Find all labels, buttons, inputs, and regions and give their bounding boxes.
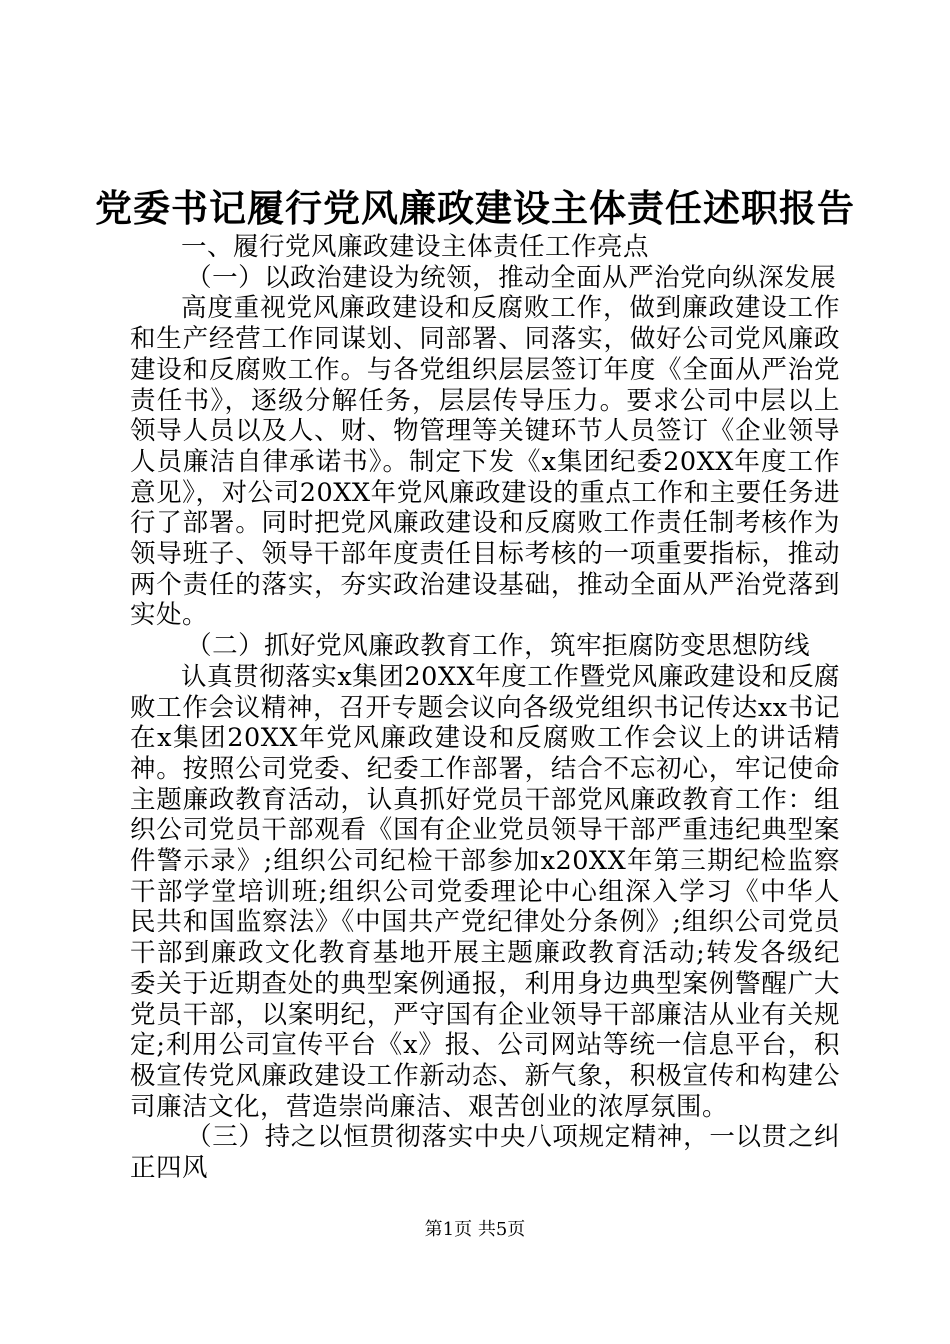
subsection-heading-2: （二）抓好党风廉政教育工作，筑牢拒腐防变思想防线 xyxy=(186,631,811,662)
document-body xyxy=(130,232,840,1184)
body-paragraph-1: 高度重视党风廉政建设和反腐败工作，做到廉政建设工作和生产经营工作同谋划、同部署、同落实，做好公司党风廉政建设和反腐败工作。与各党组织层层签订年度《全面从严治党责任书》，逐级分解任务，层层传导压力。要求公司中层以上领导人员以及人、财、物管理等关键环节人员签订《企业领导人员廉洁自律承诺书》。制定下发《x集团纪委20XX年度工作意见》，对公司20XX年党风廉政建设的重点工作和主要任务进行了部署。同时把党风廉政建设和反腐败工作责任制考核作为领导班子、领导干部年度责任目标考核的一项重要指标，推动两个责任的落实，夯实政治建设基础，推动全面从严治党落到实处。 xyxy=(130,293,840,631)
section-heading: 一、履行党风廉政建设主体责任工作亮点 xyxy=(181,232,650,262)
document-title: 党委书记履行党风廉政建设主体责任述职报告 xyxy=(95,186,855,230)
subsection-heading-3: （三）持之以恒贯彻落实中央八项规定精神，一以贯之纠正四风 xyxy=(130,1122,840,1184)
body-paragraph-2: 认真贯彻落实x集团20XX年度工作暨党风廉政建设和反腐败工作会议精神，召开专题会议向各级党组织书记传达xx书记在x集团20XX年党风廉政建设和反腐败工作会议上的讲话精神。按照公司党委、纪委工作部署，结合不忘初心，牢记使命主题廉政教育活动，认真抓好党员干部党风廉政教育工作：组织公司党员干部观看《国有企业党员领导干部严重违纪典型案件警示录》;组织公司纪检干部参加x20XX年第三期纪检监察干部学堂培训班;组织公司党委理论中心组深入学习《中华人民共和国监察法》《中国共产党纪律处分条例》;组织公司党员干部到廉政文化教育基地开展主题廉政教育活动;转发各级纪委关于近期查处的典型案例通报，利用身边典型案例警醒广大党员干部，以案明纪，严守国有企业领导干部廉洁从业有关规定;利用公司宣传平台《x》报、公司网站等统一信息平台，积极宣传党风廉政建设工作新动态、新气象，积极宣传和构建公司廉洁文化，营造崇尚廉洁、艰苦创业的浓厚氛围。 xyxy=(130,661,840,1122)
subsection-heading-1: （一）以政治建设为统领，推动全面从严治党向纵深发展 xyxy=(186,262,837,293)
page-footer: 第1页 共5页 xyxy=(424,1219,526,1240)
